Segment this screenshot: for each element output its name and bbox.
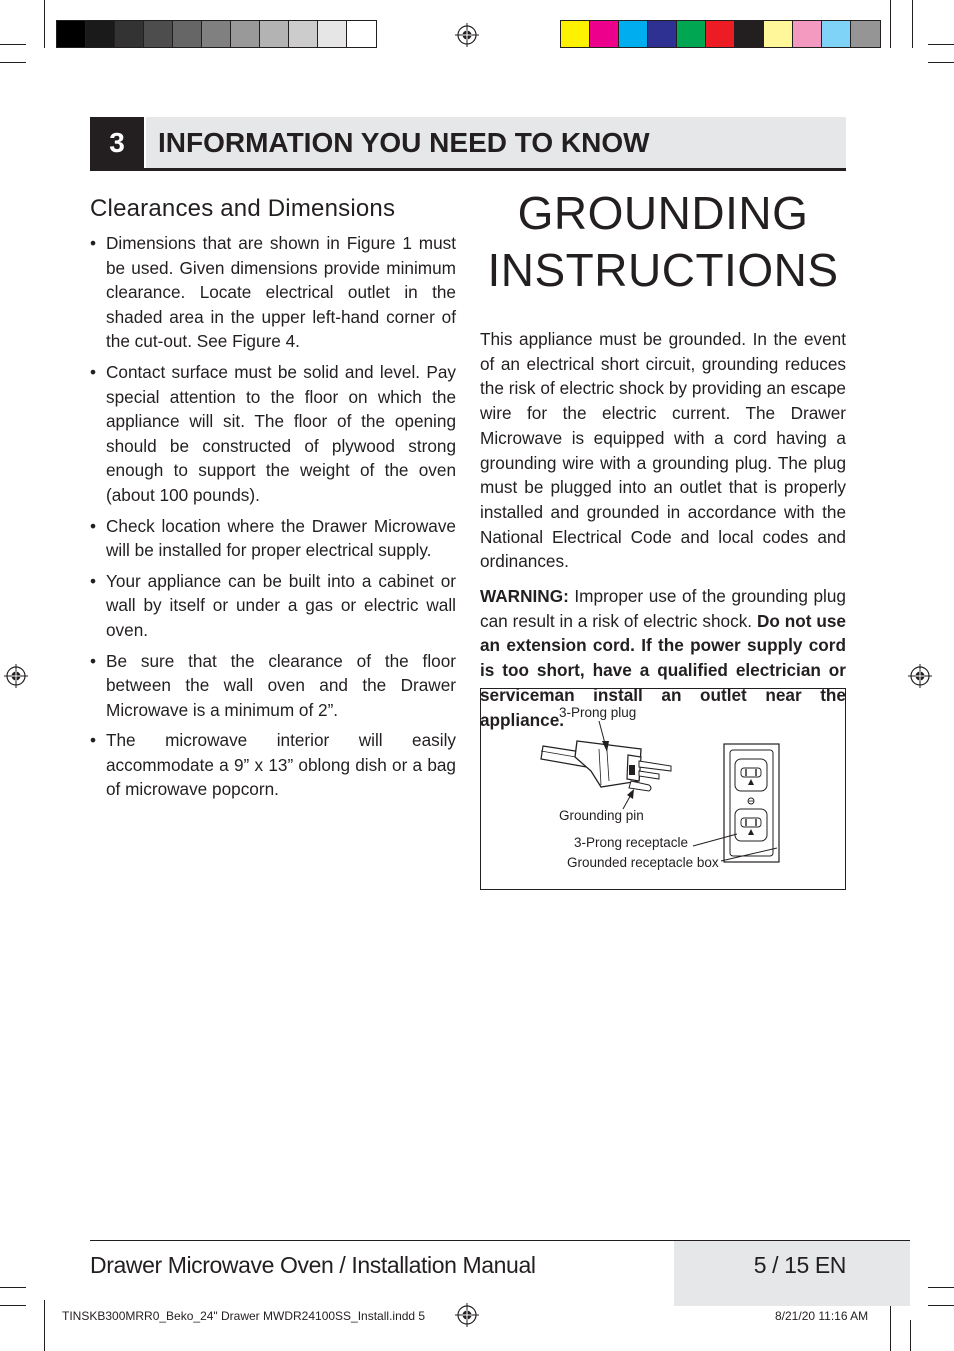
registration-mark-icon [4, 664, 28, 688]
crop-mark [928, 62, 954, 63]
warning-label: WARNING: [480, 586, 569, 607]
color-swatch [648, 21, 677, 47]
color-swatch [318, 21, 347, 47]
crop-mark [890, 0, 891, 48]
color-swatch [706, 21, 735, 47]
color-swatch [144, 21, 173, 47]
process-color-bar [560, 20, 881, 48]
grounding-paragraph: This appliance must be grounded. In the event of an electrical short circuit, grounding reduces the risk of electric shock by providing an escape wire for the electric current. The Drawer Microwave is equipped with a cord having a grounding wire with a grounding plug. The plug must be plugged into an outlet that is properly installed and grounded in accordance with the National Electrical Code and local codes and ordinances. [480, 329, 846, 572]
list-item [90, 728, 456, 802]
list-item [90, 649, 456, 723]
label-3-prong-receptacle: 3-Prong receptacle [574, 835, 689, 850]
color-swatch [561, 21, 590, 47]
warning-text: Improper use of the grounding plug can result in a risk of electric shock. [480, 586, 846, 631]
color-swatch [764, 21, 793, 47]
list-item-text: Be sure that the clearance of the floor between the wall oven and the Drawer Microwave is a minimum of 2”. [106, 650, 456, 720]
grounding-section [480, 185, 846, 732]
crop-mark [910, 1320, 911, 1351]
color-swatch [231, 21, 260, 47]
slug-date: 8/21/20 11:16 AM [775, 1309, 869, 1323]
bullet: • [90, 233, 97, 253]
color-swatch [851, 21, 880, 47]
grounding-title-line2: INSTRUCTIONS [487, 244, 839, 296]
clearances-heading: Clearances and Dimensions [90, 195, 396, 222]
warning-bold-text: Do not use an extension cord. If the power supply cord is too short, have a qualified electrician or serviceman install an outlet near the appliance. [480, 610, 846, 730]
crop-mark [928, 1305, 954, 1306]
slug-file-name: TINSKB300MRR0_Beko_24" Drawer MWDR24100SS_Install.indd 5 [62, 1309, 426, 1323]
label-3-prong-plug: 3-Prong plug [559, 705, 637, 720]
list-item [90, 231, 456, 354]
bullet: • [90, 361, 97, 382]
bullet: • [90, 730, 97, 751]
label-grounding-pin: Grounding pin [559, 808, 644, 823]
color-swatch [677, 21, 706, 47]
clearances-section [90, 195, 456, 808]
list-item-text: Contact surface must be solid and level. Pay special attention to the floor on which the appliance will sit. The floor of the opening should be constructed of plywood strong enough to support the weight of the oven (about 100 pounds). [106, 361, 456, 505]
list-item-text: Check location where the Drawer Microwave will be installed for proper electrical supply. [106, 515, 456, 561]
color-swatch [202, 21, 231, 47]
color-swatch [57, 21, 86, 47]
color-swatch [289, 21, 318, 47]
bullet: • [90, 515, 97, 536]
list-item [90, 514, 456, 563]
bullet: • [90, 570, 97, 591]
crop-mark [912, 0, 913, 48]
crop-mark [928, 44, 954, 45]
crop-mark [0, 1305, 26, 1306]
registration-mark-icon [455, 23, 479, 47]
grounding-plug-figure [480, 688, 846, 890]
list-item [90, 569, 456, 643]
list-item-text: The microwave interior will easily accommodate a 9” x 13” oblong dish or a bag of microwave popcorn. [106, 730, 456, 800]
grayscale-color-bar [56, 20, 377, 48]
section-number: 3 [90, 117, 144, 169]
crop-mark [44, 1300, 45, 1351]
color-swatch [115, 21, 144, 47]
color-swatch [590, 21, 619, 47]
section-title: INFORMATION YOU NEED TO KNOW [146, 117, 846, 169]
color-swatch [173, 21, 202, 47]
color-swatch [735, 21, 764, 47]
color-swatch [347, 21, 376, 47]
color-swatch [793, 21, 822, 47]
grounding-title [480, 185, 846, 299]
list-item-text: Dimensions that are shown in Figure 1 must be used. Given dimensions provide minimum clearance. Locate electrical outlet in the shaded area in the upper left-hand corner of the cut-out. See Figure 4. [106, 233, 456, 352]
clearances-list [90, 231, 456, 802]
crop-mark [928, 1287, 954, 1288]
registration-mark-icon [908, 664, 932, 688]
color-swatch [619, 21, 648, 47]
crop-mark [0, 1287, 26, 1288]
color-swatch [86, 21, 115, 47]
label-grounded-receptacle-box: Grounded receptacle box [567, 855, 719, 870]
crop-mark [0, 44, 26, 45]
footer-manual-title: Drawer Microwave Oven / Installation Manual [90, 1252, 536, 1278]
crop-mark [44, 0, 45, 48]
crop-mark [0, 62, 26, 63]
crop-mark [890, 1300, 891, 1351]
footer-page-number: 5 / 15 EN [753, 1252, 846, 1278]
grounding-title-line1: GROUNDING [517, 187, 809, 239]
section-divider [90, 168, 846, 171]
color-swatch [822, 21, 851, 47]
list-item-text: Your appliance can be built into a cabinet or wall by itself or under a gas or electric wall oven. [106, 570, 456, 640]
list-item [90, 360, 456, 508]
registration-mark-icon [455, 1303, 479, 1327]
color-swatch [260, 21, 289, 47]
bullet: • [90, 650, 97, 671]
